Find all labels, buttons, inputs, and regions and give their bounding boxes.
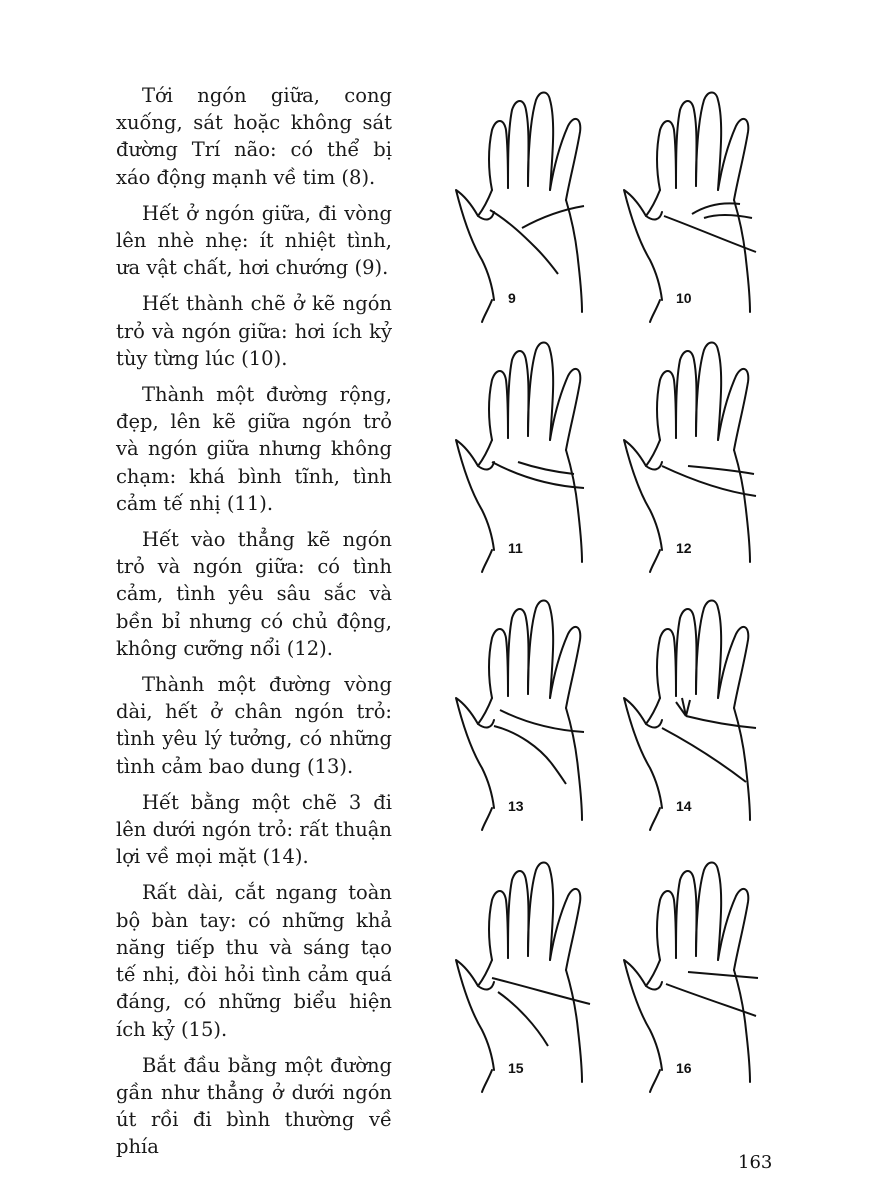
paragraph: Thành một đường rộng, đẹp, lên kẽ giữa ngón trỏ và ngón giữa nhưng không chạm: khá bình tĩnh, tình cảm tế nhị (11).	[116, 383, 392, 515]
figure-label: 15	[508, 1060, 524, 1076]
paragraph: Bắt đầu bằng một đường gần như thẳng ở dưới ngón út rồi đi bình thường về phía	[116, 1053, 392, 1159]
hand-illustration	[448, 340, 628, 580]
hand-figure-11	[448, 340, 628, 580]
hand-figure-12	[616, 340, 796, 580]
hand-illustration	[616, 90, 796, 330]
hand-figure-10	[616, 90, 796, 330]
figure-label: 14	[676, 798, 692, 814]
paragraph: Thành một đường vòng dài, hết ở chân ngón trỏ: tình yêu lý tưởng, có những tình cảm bao dung (13).	[116, 673, 392, 778]
figure-label: 12	[676, 540, 692, 556]
figure-label: 13	[508, 798, 524, 814]
hand-illustration	[616, 340, 796, 580]
hand-figure-13	[448, 598, 628, 838]
paragraph: Tới ngón giữa, cong xuống, sát hoặc không sát đường Trí não: có thể bị xáo động mạnh về tim (8).	[116, 84, 392, 189]
paragraph: Hết thành chẽ ở kẽ ngón trỏ và ngón giữa: hơi ích kỷ tùy từng lúc (10).	[116, 292, 392, 370]
figure-label: 10	[676, 290, 692, 306]
hand-figure-15	[448, 860, 628, 1100]
page-number: 163	[738, 1152, 773, 1173]
paragraph: Hết bằng một chẽ 3 đi lên dưới ngón trỏ: rất thuận lợi về mọi mặt (14).	[116, 790, 392, 869]
paragraph: Rất dài, cắt ngang toàn bộ bàn tay: có những khả năng tiếp thu và sáng tạo tế nhị, đòi hỏi tình cảm quá đáng, có những biểu hiện ích kỷ (15).	[116, 881, 392, 1041]
text-column	[116, 82, 392, 1170]
figure-label: 16	[676, 1060, 692, 1076]
hand-illustration	[616, 598, 796, 838]
paragraph: Hết ở ngón giữa, đi vòng lên nhè nhẹ: ít nhiệt tình, ưa vật chất, hơi chướng (9).	[116, 201, 392, 280]
paragraph: Hết vào thẳng kẽ ngón trỏ và ngón giữa: có tình cảm, tình yêu sâu sắc và bền bỉ nhưng có chủ động, không cưỡng nổi (12).	[116, 528, 392, 660]
hand-illustration	[448, 90, 628, 330]
hand-illustration	[448, 598, 628, 838]
hand-illustration	[448, 860, 628, 1100]
figure-label: 9	[508, 290, 516, 306]
hand-figure-14	[616, 598, 796, 838]
figure-label: 11	[508, 540, 523, 556]
hand-figure-16	[616, 860, 796, 1100]
hand-illustration	[616, 860, 796, 1100]
hand-figure-9	[448, 90, 628, 330]
